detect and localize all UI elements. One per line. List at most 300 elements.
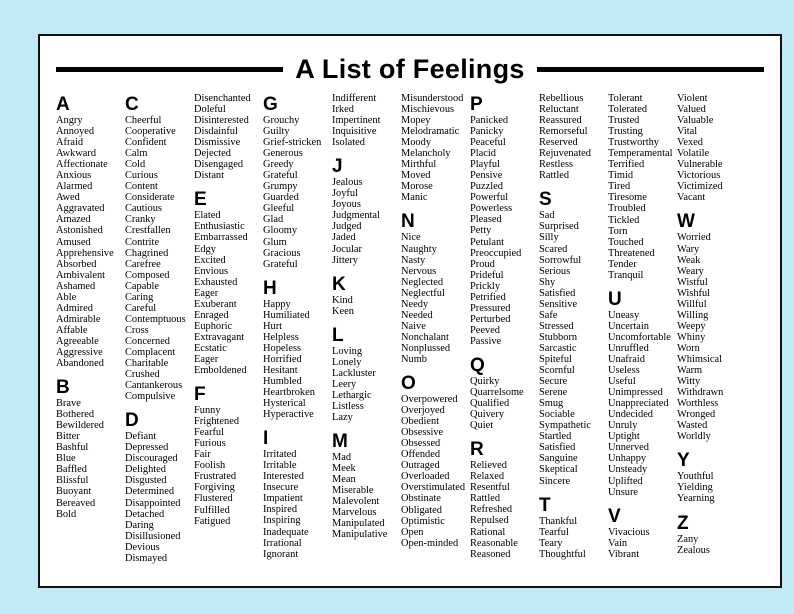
feeling-word: Meek [332,463,356,475]
feeling-word: Irked [332,104,354,116]
letter-group-k [332,275,410,317]
letter-group-continued [608,93,686,281]
feeling-word: Petty [470,225,492,237]
feeling-word: Peeved [470,324,501,336]
feeling-word: Hopeless [263,342,302,354]
letter-group-m [332,432,410,540]
section-letter: K [332,273,346,295]
title-rule-right [537,67,764,72]
feeling-word: Extravagant [194,331,245,343]
feelings-column-5 [332,93,410,540]
letter-group-s [539,190,617,486]
feeling-word: Happy [263,298,291,310]
feeling-word: Frightened [194,416,240,428]
feeling-word: Edgy [194,243,216,255]
feeling-word: Neglectful [401,287,445,299]
feeling-word: Wishful [677,287,711,299]
feeling-word: Proud [470,258,495,270]
feeling-word: Hyperactive [263,409,314,421]
feeling-word: Willing [677,309,709,321]
feeling-word: Miserable [332,485,374,497]
section-letter: A [56,94,70,115]
section-letter: T [539,494,551,516]
feeling-word: Bitter [56,431,80,443]
feeling-word: Weary [677,265,704,277]
page-title: A List of Feelings [295,53,525,84]
feeling-word: Obligated [401,504,442,516]
feeling-word: Lazy [332,411,353,423]
feeling-word: Fair [194,449,211,461]
feeling-word: Abandoned [56,358,104,370]
feeling-word: Tiresome [608,192,647,204]
feeling-word: Vexed [677,137,703,149]
feeling-word: Annoyed [56,126,95,138]
feeling-word: Worn [677,342,700,354]
feeling-word: Chagrined [125,247,169,259]
feeling-word: Enraged [194,309,229,321]
feeling-word: Refreshed [470,504,513,516]
feeling-word: Foolish [194,460,226,472]
feeling-word: Petrified [470,291,506,303]
feeling-word: Puzzled [470,181,503,193]
feeling-word: Envious [194,265,229,277]
feeling-word: Stubborn [539,331,578,343]
feeling-word: Ashamed [56,280,96,292]
section-letter: I [263,428,269,450]
feeling-word: Mopey [401,115,431,127]
feeling-word: Jaded [332,232,356,244]
feeling-word: Dejected [194,148,231,160]
feeling-word: Discouraged [125,453,178,465]
feelings-column-7 [470,93,548,560]
letter-group-continued [401,93,479,203]
feeling-word: Eager [194,287,219,299]
feeling-word: Neglected [401,276,444,288]
feeling-word: Unhappy [608,453,647,465]
feeling-word: Disengaged [194,159,244,171]
feeling-word: Overpowered [401,394,458,406]
feeling-word: Mirthful [401,159,437,171]
feeling-word: Humbled [263,375,302,387]
feeling-word: Bothered [56,409,95,421]
feeling-word: Unruly [608,420,638,432]
feeling-word: Unafraid [608,353,645,365]
feeling-word: Nice [401,232,421,244]
feeling-word: Moody [401,137,432,149]
feeling-word: Sociable [539,409,575,421]
feeling-word: Concerned [125,335,171,347]
feeling-word: Reassured [539,115,582,127]
feeling-word: Apprehensive [56,247,114,259]
feeling-word: Lonely [332,356,362,368]
feeling-word: Enthusiastic [194,221,245,233]
feeling-word: Hurt [263,320,283,332]
feeling-word: Perturbed [470,313,511,325]
feeling-word: Numb [401,353,427,365]
feeling-word: Smug [539,398,564,410]
feeling-word: Witty [677,376,701,388]
letter-group-u [608,290,686,498]
feeling-word: Vivacious [608,526,650,538]
feeling-word: Willful [677,298,707,310]
feeling-word: Tranquil [608,269,644,281]
feeling-word: Angry [56,115,83,126]
feeling-word: Determined [125,486,175,498]
feeling-word: Defiant [125,431,157,443]
feeling-word: Unappreciated [608,398,669,410]
section-letter: V [608,505,621,527]
section-letter: C [125,94,139,115]
feeling-word: Reluctant [539,104,579,116]
feeling-word: Disappointed [125,497,181,509]
feelings-column-3 [194,93,272,527]
feeling-word: Cautious [125,203,162,215]
feeling-word: Delighted [125,464,166,476]
feeling-word: Rattled [539,170,570,182]
feeling-word: Marvelous [332,507,377,519]
feeling-word: Overloaded [401,471,450,483]
feeling-word: Unimpressed [608,387,663,399]
section-letter: F [194,384,206,406]
letter-group-continued [677,93,755,203]
feeling-word: Hesitant [263,364,298,376]
letter-group-d [125,411,203,564]
feeling-word: Buoyant [56,486,92,498]
feeling-word: Sad [539,210,555,222]
feeling-word: Euphoric [194,320,233,332]
feeling-word: Reasonable [470,537,518,549]
feeling-word: Yearning [677,493,715,505]
feeling-word: Rational [470,526,506,538]
feeling-word: Tickled [608,214,640,226]
letter-group-continued [539,93,617,181]
feeling-word: Timid [608,170,634,182]
feeling-word: Cranky [125,214,156,226]
feeling-word: Whimsical [677,353,723,365]
feeling-word: Agreeable [56,335,99,347]
feeling-word: Obedient [401,416,440,428]
feeling-word: Crushed [125,369,160,381]
feeling-word: Judgmental [332,210,380,222]
feeling-word: Guarded [263,192,299,204]
feeling-word: Crestfallen [125,225,171,237]
feeling-word: Youthful [677,471,714,483]
feeling-word: Optimistic [401,515,445,527]
section-letter: L [332,324,344,346]
feeling-word: Ecstatic [194,342,227,354]
feeling-word: Overstimulated [401,482,466,494]
feeling-word: Sensitive [539,298,578,310]
feeling-word: Playful [470,159,501,171]
feeling-word: Caring [125,291,154,303]
feeling-word: Interested [263,471,304,483]
feeling-word: Satisfied [539,442,576,454]
feeling-word: Torn [608,225,628,237]
feeling-word: Zealous [677,544,710,556]
feeling-word: Open-minded [401,537,459,549]
letter-group-r [470,440,548,559]
feeling-word: Uncertain [608,320,649,332]
letter-group-y [677,451,755,504]
feeling-word: Trusting [608,126,643,138]
feeling-word: Vain [608,537,628,549]
section-letter: D [125,410,139,432]
feeling-word: Leery [332,378,357,390]
feeling-word: Bewildered [56,420,104,432]
feeling-word: Embarrassed [194,232,248,244]
feeling-word: Uncomfortable [608,331,671,343]
feeling-word: Baffled [56,464,87,476]
feeling-word: Reserved [539,137,578,149]
feeling-word: Kind [332,294,353,306]
letter-group-j [332,157,410,265]
feeling-word: Lethargic [332,389,372,401]
feeling-word: Unsure [608,486,639,498]
section-letter: J [332,156,343,178]
letter-group-e [194,190,272,376]
feeling-word: Insecure [263,482,299,494]
title-bar [56,50,764,88]
feeling-word: Vacant [677,192,706,204]
feeling-word: Startled [539,431,572,443]
feeling-word: Horrified [263,353,302,365]
feeling-word: Isolated [332,137,365,149]
feeling-word: Absorbed [56,258,97,270]
feeling-word: Outraged [401,460,440,472]
letter-group-b [56,378,134,520]
feeling-word: Worthless [677,398,719,410]
feeling-word: Mischievous [401,104,455,116]
feeling-word: Obstinate [401,493,441,505]
feeling-word: Tired [608,181,631,193]
feeling-word: Amused [56,236,91,248]
feeling-word: Worried [677,232,711,244]
feeling-word: Sincere [539,475,571,487]
letter-group-continued [332,93,410,148]
feeling-word: Threatened [608,247,655,259]
feeling-word: Dismayed [125,552,168,564]
feeling-word: Forgiving [194,482,235,494]
feeling-word: Warm [677,365,703,377]
feeling-word: Admired [56,302,93,314]
feeling-word: Confident [125,137,167,149]
feeling-word: Careful [125,302,157,314]
letter-group-t [539,496,617,560]
feeling-word: Blue [56,453,76,465]
feeling-word: Secure [539,376,568,388]
section-letter: G [263,94,278,115]
feeling-word: Furious [194,438,226,450]
feeling-word: Inquisitive [332,126,377,138]
feeling-word: Devious [125,541,160,553]
feeling-word: Helpless [263,331,299,343]
feeling-word: Hysterical [263,398,306,410]
feeling-word: Relieved [470,460,507,472]
feeling-word: Emboldened [194,365,247,377]
feeling-word: Victimized [677,181,723,193]
feelings-column-10 [677,93,755,556]
feeling-word: Grumpy [263,181,298,193]
feeling-word: Doleful [194,104,226,116]
feeling-word: Pleased [470,214,502,226]
feeling-word: Anxious [56,170,92,182]
section-letter: M [332,431,348,453]
feeling-word: Grouchy [263,115,300,126]
feeling-word: Jocular [332,243,363,255]
feeling-word: Brave [56,398,81,410]
feeling-word: Weepy [677,320,706,332]
feeling-word: Astonished [56,225,103,237]
feeling-word: Quivery [470,409,505,421]
feeling-word: Misunderstood [401,93,464,104]
feeling-word: Calm [125,148,148,160]
feeling-word: Fearful [194,427,225,439]
feeling-word: Sarcastic [539,342,577,354]
feeling-word: Lackluster [332,367,376,379]
feeling-word: Quiet [470,420,494,432]
feeling-word: Loving [332,345,363,357]
title-rule-left [56,67,283,72]
feeling-word: Able [56,291,77,303]
section-letter: W [677,211,695,233]
letter-group-f [194,385,272,527]
feeling-word: Needed [401,309,433,321]
feeling-word: Grief-stricken [263,137,322,149]
feeling-word: Mean [332,474,356,486]
feeling-word: Frustrated [194,471,237,483]
feeling-word: Victorious [677,170,721,182]
feelings-column-1 [56,93,134,520]
feeling-word: Composed [125,269,170,281]
feeling-word: Sympathetic [539,420,591,432]
letter-group-h [263,279,341,421]
letter-group-l [332,326,410,423]
feeling-word: Teary [539,537,563,549]
feeling-word: Awed [56,192,80,204]
feeling-word: Gracious [263,247,301,259]
feeling-word: Terrified [608,159,645,171]
feeling-word: Gloomy [263,225,298,237]
feeling-word: Impertinent [332,115,381,127]
feeling-word: Vulnerable [677,159,723,171]
feeling-word: Serene [539,387,568,399]
feeling-word: Indifferent [332,93,377,104]
feeling-word: Irritable [263,460,297,472]
feeling-word: Content [125,181,158,193]
feeling-word: Funny [194,405,221,417]
feeling-word: Depressed [125,442,169,454]
feelings-column-9 [608,93,686,560]
feeling-word: Reasoned [470,548,511,560]
feeling-word: Quirky [470,375,500,387]
feeling-word: Skeptical [539,464,578,476]
feeling-word: Exuberant [194,298,237,310]
letter-group-q [470,356,548,431]
feeling-word: Peaceful [470,137,506,149]
feeling-word: Vital [677,126,698,138]
feelings-column-8 [539,93,617,560]
feeling-word: Obsessive [401,427,444,439]
feeling-word: Elated [194,210,221,222]
feeling-word: Blissful [56,475,89,487]
feeling-word: Uptight [608,431,640,443]
feeling-word: Valuable [677,115,714,127]
feeling-word: Cantankerous [125,380,183,392]
feeling-word: Humiliated [263,309,310,321]
section-letter: Q [470,354,485,376]
feeling-word: Pensive [470,170,503,182]
feeling-word: Disenchanted [194,93,251,104]
feeling-word: Contemptuous [125,313,186,325]
feeling-word: Open [401,526,424,538]
feeling-word: Unnerved [608,442,649,454]
feeling-word: Repulsed [470,515,509,527]
feeling-word: Manipulative [332,529,388,541]
feeling-word: Troubled [608,203,646,215]
feeling-word: Daring [125,519,154,531]
feeling-word: Whiny [677,331,706,343]
feeling-word: Jealous [332,177,363,189]
feeling-word: Listless [332,400,364,412]
feeling-word: Compulsive [125,391,176,403]
section-letter: Y [677,450,690,472]
feeling-word: Wasted [677,420,708,432]
feeling-word: Afraid [56,137,84,149]
feeling-word: Gleeful [263,203,295,215]
feeling-word: Nonplussed [401,342,451,354]
feeling-word: Glad [263,214,284,226]
feeling-word: Disillusioned [125,530,181,542]
feeling-word: Bold [56,508,77,520]
feeling-word: Curious [125,170,158,182]
letter-group-v [608,507,686,560]
letter-group-continued [194,93,272,181]
feeling-word: Yielding [677,482,713,494]
feeling-word: Malevolent [332,496,380,508]
feeling-word: Passive [470,335,502,347]
section-letter: N [401,211,415,233]
feeling-word: Contrite [125,236,160,248]
feeling-word: Generous [263,148,303,160]
letter-group-w [677,212,755,442]
section-letter: Z [677,512,689,534]
feeling-word: Exhausted [194,276,238,288]
feeling-word: Rebellious [539,93,584,104]
feeling-word: Keen [332,305,354,317]
feeling-word: Uplifted [608,475,643,487]
feeling-word: Inadequate [263,526,309,538]
feeling-word: Silly [539,232,559,244]
section-letter: E [194,189,207,211]
letter-group-o [401,374,479,549]
feeling-word: Petulant [470,236,505,248]
feeling-word: Nervous [401,265,437,277]
feeling-word: Glum [263,236,287,248]
feeling-word: Admirable [56,313,101,325]
feeling-word: Flustered [194,493,233,505]
feeling-word: Grateful [263,170,298,182]
feeling-word: Fatigued [194,515,231,527]
feeling-word: Disinterested [194,115,249,127]
feeling-word: Shy [539,276,556,288]
feeling-word: Withdrawn [677,387,724,399]
letter-group-z [677,514,755,556]
feeling-word: Aggravated [56,203,105,215]
feeling-word: Guilty [263,126,290,138]
section-letter: B [56,377,70,399]
feeling-word: Affable [56,324,88,336]
feeling-word: Panicked [470,115,509,126]
